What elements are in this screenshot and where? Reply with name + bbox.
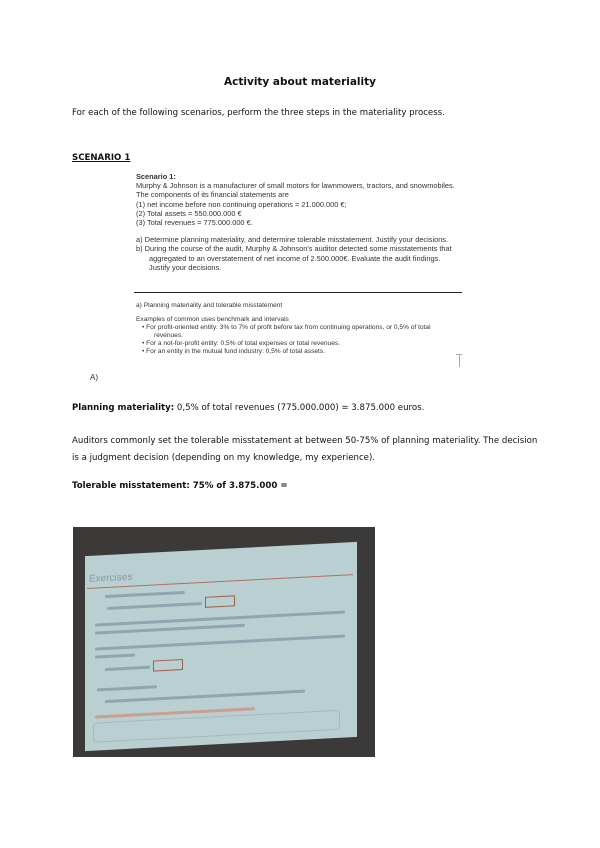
slide-title: Exercises xyxy=(89,571,133,585)
page-title: Activity about materiality xyxy=(224,76,376,88)
scenario-scan xyxy=(136,172,458,272)
slide-photo xyxy=(73,527,375,757)
scan-line: (3) Total revenues = 775.000.000 €. xyxy=(136,218,253,228)
scan-heading: Scenario 1: xyxy=(136,172,176,181)
scan-line: (2) Total assets = 550.000.000 € xyxy=(136,208,242,218)
scan-text: Examples of common uses benchmark and intervals xyxy=(136,316,289,323)
scan-question-b: b) During the course of the audit, Murphy & Johnson's auditor detected some misstatements that aggregated to an overstatement of net income of 2.500.000€. Evaluate the audit findings. Justify your decisions. xyxy=(136,244,452,272)
scan-question-a: a) Determine planning materiality, and determine tolerable misstatement. Justify your decisions. xyxy=(136,235,449,245)
bullet: For an entity in the mutual fund industry: 0,5% of total assets. xyxy=(146,348,325,355)
auditors-paragraph: Auditors commonly set the tolerable misstatement at between 50-75% of planning materiality. The decision is a judgment decision (depending on my knowledge, my experience). xyxy=(72,436,538,463)
scan-line: Murphy & Johnson is a manufacturer of small motors for lawnmowers, tractors, and snowmobiles. The components of its financial statements are xyxy=(136,181,455,200)
tolerable-misstatement: Tolerable misstatement: 75% of 3.875.000 = xyxy=(72,481,288,491)
planning-materiality: Planning materiality: 0,5% of total revenues (775.000.000) = 3.875.000 euros. xyxy=(72,403,425,413)
divider xyxy=(134,292,462,293)
scan-heading: a) Planning materiality and tolerable misstatement xyxy=(136,302,283,309)
scan-line: (1) net income before non continuing operations = 21.000.000 €; xyxy=(136,199,347,209)
benchmark-scan: a) Planning materiality and tolerable misstatement Examples of common uses benchmark and intervals • For profit-oriented entity: 3% to 7% of profit before tax from continuing operations, or 0,5% of total revenues. • For a not-for-profit entity: 0,5% of total expenses or total revenues. • For an entity in the mutual fund industry: 0,5% of total assets. xyxy=(136,302,458,356)
answer-label: A) xyxy=(90,373,98,382)
bullet: For profit-oriented entity: 3% to 7% of profit before tax from continuing operations, or 0,5% of total revenues. xyxy=(146,324,431,339)
bullet: For a not-for-profit entity: 0,5% of total expenses or total revenues. xyxy=(146,340,341,347)
intro-text: For each of the following scenarios, perform the three steps in the materiality process. xyxy=(72,108,445,118)
cursor-mark xyxy=(456,354,462,367)
scenario-heading: SCENARIO 1 xyxy=(72,153,131,163)
